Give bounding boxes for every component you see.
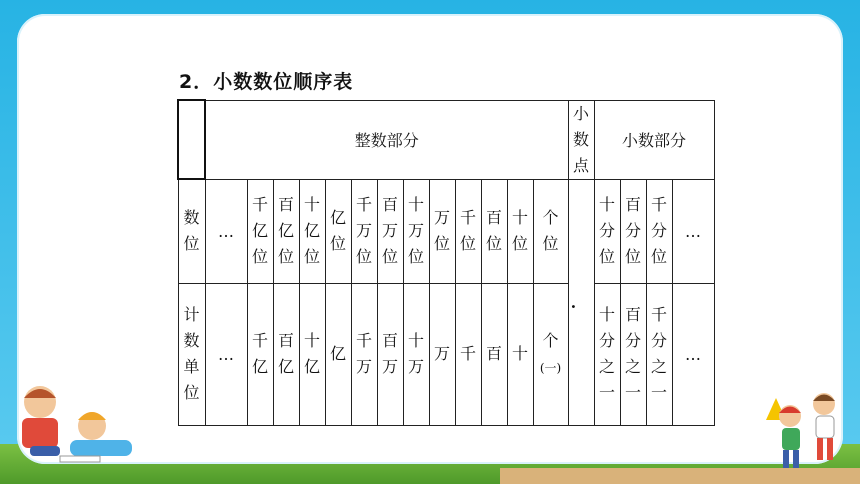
- place-cell: [403, 179, 429, 283]
- vertical-text: 亿: [329, 344, 346, 363]
- vertical-text: 百: [485, 344, 502, 363]
- place-cell: [299, 179, 325, 283]
- unit-cell: [481, 283, 507, 425]
- place-cell: [429, 179, 455, 283]
- unit-cell: [429, 283, 455, 425]
- section-heading: 2．小数数位顺序表: [179, 71, 354, 93]
- place-cell: [247, 179, 273, 283]
- vertical-text: 万: [433, 344, 450, 363]
- decimal-ellipsis-cell: …: [672, 283, 714, 425]
- place-cell: [507, 179, 533, 283]
- unit-cell: [299, 283, 325, 425]
- place-cell: [325, 179, 351, 283]
- unit-ones-note: (一): [539, 360, 562, 375]
- vertical-text: 百 亿 位: [277, 195, 294, 266]
- unit-cell-ones: [533, 283, 568, 425]
- vertical-text: 十 万: [407, 331, 424, 376]
- vertical-text: 千 亿 位: [251, 195, 268, 266]
- decimal-unit-cell: [646, 283, 672, 425]
- vertical-text: 千 亿: [251, 331, 268, 376]
- place-cell: [273, 179, 299, 283]
- kids-playing-illustration-right: [760, 380, 860, 480]
- vertical-text: 十 亿: [303, 331, 320, 376]
- vertical-text: 亿 位: [329, 208, 346, 253]
- unit-row: [178, 283, 714, 425]
- unit-cell: [377, 283, 403, 425]
- place-cell: [481, 179, 507, 283]
- integer-part-header: 整数部分: [205, 100, 568, 179]
- decimal-point-cell: ．: [568, 179, 594, 425]
- unit-cell: [273, 283, 299, 425]
- unit-cell: [247, 283, 273, 425]
- unit-cell: [403, 283, 429, 425]
- vertical-text: 百 万 位: [381, 195, 398, 266]
- vertical-text: 百 分 之 一: [624, 305, 641, 402]
- place-cell: [533, 179, 568, 283]
- vertical-text: 万 位: [433, 208, 450, 253]
- vertical-text: 千: [459, 344, 476, 363]
- decimal-place-cell: [594, 179, 620, 283]
- table-header-row: [178, 100, 714, 179]
- vertical-text: 千 位: [459, 208, 476, 253]
- vertical-text: 十 分 之 一: [598, 305, 615, 402]
- vertical-text: 千 万: [355, 331, 372, 376]
- place-row-label: [178, 179, 205, 283]
- place-cell: [351, 179, 377, 283]
- vertical-text: 小 数 点: [572, 103, 589, 175]
- decimal-point-header: [568, 100, 594, 179]
- vertical-text: 千 万 位: [355, 195, 372, 266]
- vertical-text: 十 万 位: [407, 195, 424, 266]
- unit-cell: [507, 283, 533, 425]
- vertical-text: 十: [511, 344, 528, 363]
- unit-row-label: [178, 283, 205, 425]
- vertical-text: 个 位: [542, 208, 559, 253]
- place-cell: [377, 179, 403, 283]
- vertical-text: 百 分 位: [624, 195, 641, 266]
- kids-reading-illustration-left: [0, 380, 150, 480]
- vertical-text: 数 位: [183, 208, 200, 254]
- unit-cell: [455, 283, 481, 425]
- decimal-ellipsis-cell: …: [672, 179, 714, 283]
- place-cell: [455, 179, 481, 283]
- vertical-text: 个: [542, 330, 559, 350]
- vertical-text: 百 万: [381, 331, 398, 376]
- decimal-unit-cell: [594, 283, 620, 425]
- unit-cell: [351, 283, 377, 425]
- unit-cell: [325, 283, 351, 425]
- vertical-text: 千 分 位: [650, 195, 667, 266]
- decimal-place-cell: [620, 179, 646, 283]
- decimal-unit-cell: [620, 283, 646, 425]
- vertical-text: 百 位: [485, 208, 502, 253]
- integer-ellipsis-cell: …: [205, 179, 247, 283]
- integer-ellipsis-cell: …: [205, 283, 247, 425]
- decimal-place-value-table: [177, 99, 715, 426]
- vertical-text: 十 亿 位: [303, 195, 320, 266]
- vertical-text: 十 位: [511, 208, 528, 253]
- vertical-text: 十 分 位: [598, 195, 615, 266]
- decimal-part-header: 小数部分: [594, 100, 714, 179]
- place-row: [178, 179, 714, 283]
- vertical-text: 千 分 之 一: [650, 305, 667, 402]
- vertical-text: 百 亿: [277, 331, 294, 376]
- vertical-text: 计 数 单 位: [183, 305, 200, 402]
- corner-cell: [178, 100, 205, 179]
- decimal-place-cell: [646, 179, 672, 283]
